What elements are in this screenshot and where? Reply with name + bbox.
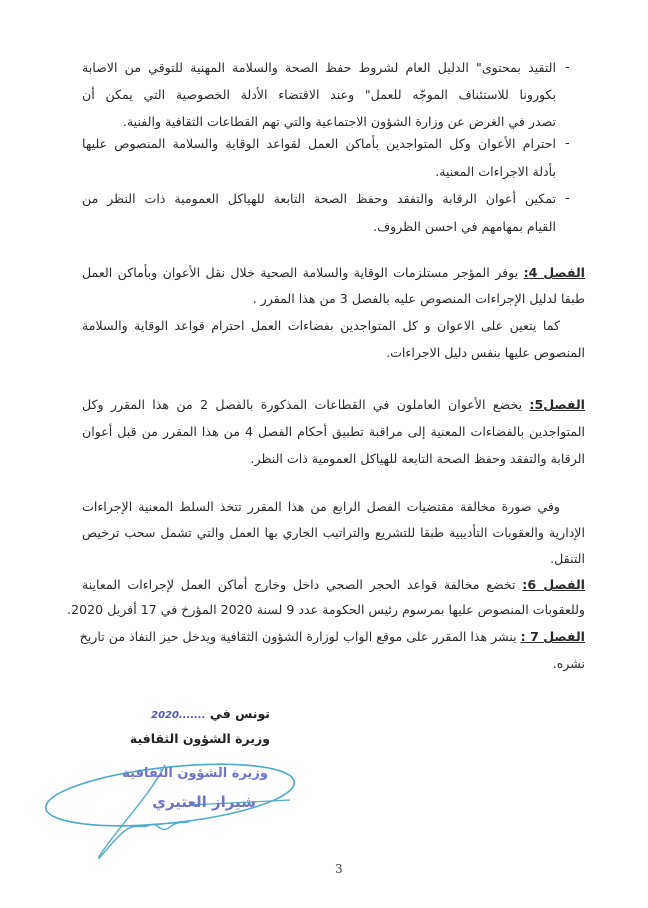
bullet-3-line-2: القيام بمهامهم في احسن الظروف.: [373, 219, 556, 234]
article-4-heading: الفصل 4:: [523, 265, 585, 280]
article-6-line-1: [82, 577, 585, 593]
article-7-line-2: نشره.: [552, 656, 585, 671]
article-5-text: يخضع الأعوان العاملون في القطاعات المذكورة بالفصل 2 من هذا المقرر وكل: [82, 397, 530, 412]
bullet-2-line-1: احترام الأعوان وكل المتواجدين بأماكن العمل لقواعد الوقاية والسلامة المنصوص عليها: [82, 136, 556, 151]
bullet-2-line-2: بأدلة الاجراءات المعنية.: [435, 164, 556, 179]
sanctions-line-3: التنقل.: [550, 551, 585, 566]
stamp-name: شيراز العتيري: [152, 793, 256, 811]
bullet-dash: -: [565, 136, 570, 151]
article-7-heading: الفصل 7 :: [520, 629, 585, 644]
sanctions-line-1: وفي صورة مخالفة مقتضيات الفصل الرابع من هذا المقرر تتخذ السلط المعنية الإجراءات: [82, 499, 560, 514]
article-5-line-3: الرقابة والتفقد وحفظ الصحة التابعة للهياكل العمومية ذات النظر.: [250, 451, 585, 466]
bullet-1-line-1: التقيد بمحتوى" الدليل العام لشروط حفظ الصحة والسلامة المهنية للتوقي من الاصابة: [82, 60, 556, 75]
signature-place-date: [151, 706, 270, 721]
article-5-heading: الفصل5:: [529, 397, 585, 412]
bullet-1-line-2: بكورونا للاستئناف الموجّه للعمل" وعند الاقتضاء الأدلة الخصوصية التي يمكن أن: [82, 87, 556, 102]
stamp-ministry: وزيرة الشؤون الثقافية: [122, 766, 268, 781]
article-6-text: تخضع مخالفة قواعد الحجر الصحي داخل وخارج أماكن العمل لإجراءات المعاينة: [82, 577, 523, 592]
bullet-3-line-1: تمكين أعوان الرقابة والتفقد وحفظ الصحة التابعة للهياكل العمومية ذات النظر من: [82, 191, 556, 206]
signature-title: وزيرة الشؤون الثقافية: [129, 731, 270, 746]
signature-place: تونس في: [209, 706, 270, 721]
article-4-line-4: المنصوص عليها بنفس دليل الاجراءات.: [386, 345, 585, 360]
page-number: 3: [335, 862, 343, 876]
article-4-text: يوفر المؤجر مستلزمات الوقاية والسلامة الصحية خلال نقل الأعوان وبأماكن العمل: [82, 265, 524, 280]
signature-date: .......2020: [151, 710, 206, 721]
article-7-text: ينشر هذا المقرر على موقع الواب لوزارة الشؤون الثقافية ويدخل حيز النفاذ من تاريخ: [79, 629, 521, 644]
article-7-line-1: [79, 629, 585, 645]
article-6-heading: الفصل 6:: [522, 577, 585, 592]
bullet-dash: -: [565, 191, 570, 206]
article-5-line-1: [82, 397, 585, 413]
article-6-line-2: وللعقوبات المنصوص عليها بمرسوم رئيس الحكومة عدد 9 لسنة 2020 المؤرخ في 17 أفريل 2020.: [67, 602, 585, 617]
bullet-1-line-3: تصدر في الغرض عن وزارة الشؤون الاجتماعية والتي تهم القطاعات الثقافية والفنية.: [122, 114, 556, 129]
article-4-line-1: [82, 265, 585, 281]
article-5-line-2: المتواجدين بالفضاءات المعنية إلى مراقبة تطبيق أحكام الفصل 4 من هذا المقرر من قبل أعوان: [82, 424, 585, 439]
bullet-dash: -: [565, 60, 570, 75]
sanctions-line-2: الإدارية والعقوبات التأديبية طبقا للتشريع والتراتيب الجاري بها العمل والتي تشمل سحب ترخيص: [82, 525, 585, 540]
article-4-line-2: طبقا لدليل الإجراءات المنصوص عليه بالفصل 3 من هذا المقرر .: [252, 291, 585, 306]
article-4-line-3: كما يتعين على الاعوان و كل المتواجدين بفضاءات العمل احترام قواعد الوقاية والسلامة: [82, 318, 560, 333]
